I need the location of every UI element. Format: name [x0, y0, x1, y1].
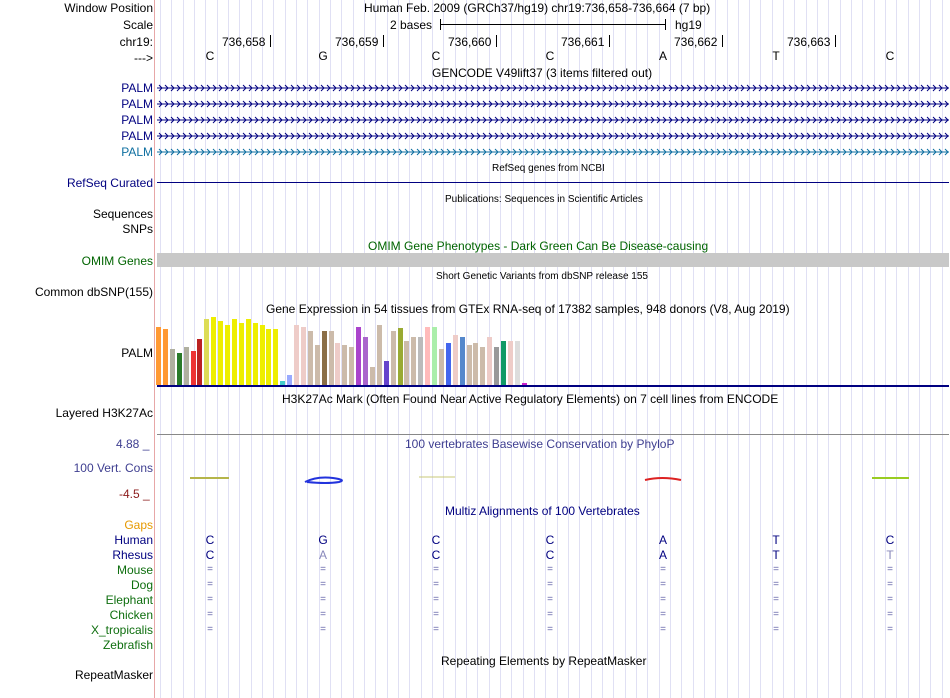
alignment-base: =	[887, 609, 893, 620]
dbsnp-track-title: Short Genetic Variants from dbSNP release 155	[436, 271, 648, 282]
phylop-mark-2	[305, 478, 342, 484]
gtex-tissue-bar[interactable]	[515, 341, 520, 385]
gtex-tissue-bar[interactable]	[197, 339, 202, 385]
gtex-tissue-bar[interactable]	[467, 345, 472, 385]
ruler-tick	[609, 35, 610, 47]
ruler-position-label: 736,659	[335, 35, 379, 49]
assembly-label: hg19	[675, 18, 702, 32]
label-divider	[154, 0, 155, 698]
alignment-base: C	[205, 533, 215, 547]
alignment-base: =	[660, 624, 666, 635]
base-letter: C	[431, 49, 441, 63]
alignment-base: C	[205, 548, 215, 562]
window-position-label: Window Position	[64, 1, 153, 15]
ruler-tick	[496, 35, 497, 47]
species-label[interactable]: Mouse	[116, 563, 153, 577]
alignment-base: C	[545, 533, 555, 547]
phylop-max-label: 4.88 _	[116, 437, 150, 451]
base-letter: C	[205, 49, 215, 63]
gtex-tissue-bar[interactable]	[384, 361, 389, 385]
repeatmasker-track-label[interactable]: RepeatMasker	[74, 668, 153, 682]
gencode-transcript[interactable]	[157, 83, 949, 93]
gtex-tissue-bar[interactable]	[246, 319, 251, 385]
gtex-tissue-bar[interactable]	[432, 327, 437, 385]
gtex-tissue-bar[interactable]	[273, 329, 278, 385]
base-letter: G	[318, 49, 328, 63]
gencode-track-title: GENCODE V49lift37 (3 items filtered out)	[432, 66, 653, 80]
alignment-base: =	[660, 579, 666, 590]
gtex-tissue-bar[interactable]	[204, 319, 209, 385]
gtex-tissue-bar[interactable]	[370, 367, 375, 385]
omim-gene-bar[interactable]	[157, 253, 949, 267]
gtex-tissue-bar[interactable]	[494, 347, 499, 385]
gtex-tissue-bar[interactable]	[322, 331, 327, 385]
base-letter: A	[658, 49, 668, 63]
ruler-position-label: 736,661	[561, 35, 605, 49]
alignment-base: A	[658, 548, 668, 562]
gtex-tissue-bar[interactable]	[446, 343, 451, 385]
gtex-tissue-bar[interactable]	[329, 331, 334, 385]
gtex-tissue-bar[interactable]	[363, 337, 368, 385]
refseq-gene-line[interactable]	[157, 182, 949, 183]
ruler-tick	[722, 35, 723, 47]
species-label[interactable]: Rhesus	[112, 548, 153, 562]
alignment-base: =	[207, 579, 213, 590]
publications-track-label[interactable]: Sequences	[92, 207, 153, 221]
alignment-base: =	[433, 609, 439, 620]
alignment-base: =	[320, 564, 326, 575]
gencode-transcript-label[interactable]: PALM	[121, 97, 153, 111]
gtex-tissue-bar[interactable]	[377, 325, 382, 385]
gtex-tissue-bar[interactable]	[487, 337, 492, 385]
gtex-tissue-bar[interactable]	[287, 375, 292, 385]
ruler-position-label: 736,662	[674, 35, 718, 49]
alignment-base: =	[547, 564, 553, 575]
phylop-signal[interactable]	[157, 470, 949, 490]
snps-track-label[interactable]: SNPs	[122, 222, 153, 236]
gtex-tissue-bar[interactable]	[301, 327, 306, 385]
alignment-base: C	[431, 533, 441, 547]
alignment-base: =	[320, 594, 326, 605]
alignment-base: =	[320, 579, 326, 590]
gtex-tissue-bar[interactable]	[308, 331, 313, 385]
gtex-gene-line	[157, 385, 949, 387]
refseq-track-label[interactable]: RefSeq Curated	[66, 176, 153, 190]
alignment-base: =	[320, 624, 326, 635]
alignment-base: =	[433, 564, 439, 575]
alignment-base: =	[773, 564, 779, 575]
alignment-base: =	[433, 624, 439, 635]
ruler-tick	[383, 35, 384, 47]
gaps-label[interactable]: Gaps	[124, 518, 153, 532]
gtex-tissue-bar[interactable]	[211, 317, 216, 385]
alignment-base: T	[772, 548, 780, 562]
ruler-position-label: 736,658	[222, 35, 266, 49]
phylop-track-label[interactable]: 100 Vert. Cons	[73, 461, 153, 475]
alignment-base: C	[431, 548, 441, 562]
gtex-tissue-bar[interactable]	[501, 341, 506, 385]
gtex-tissue-bar[interactable]	[411, 337, 416, 385]
repeatmasker-track-title: Repeating Elements by RepeatMasker	[441, 654, 647, 668]
alignment-base: =	[547, 594, 553, 605]
gtex-tissue-bar[interactable]	[170, 349, 175, 385]
species-label[interactable]: Human	[114, 533, 153, 547]
species-label[interactable]: Elephant	[105, 593, 153, 607]
scale-label: Scale	[122, 18, 153, 32]
phylop-track-title: 100 vertebrates Basewise Conservation by PhyloP	[405, 437, 675, 451]
gtex-tissue-bar[interactable]	[156, 327, 161, 385]
gtex-tissue-bar[interactable]	[473, 343, 478, 385]
alignment-base: =	[433, 594, 439, 605]
gtex-tissue-bar[interactable]	[404, 341, 409, 385]
alignment-base: =	[773, 609, 779, 620]
gencode-transcript[interactable]	[157, 147, 949, 157]
gtex-tissue-bar[interactable]	[439, 349, 444, 385]
gtex-tissue-bar[interactable]	[356, 327, 361, 385]
gtex-tissue-bar[interactable]	[315, 345, 320, 385]
ruler-tick	[270, 35, 271, 47]
gtex-tissue-bar[interactable]	[349, 347, 354, 385]
alignment-base: =	[660, 609, 666, 620]
gencode-transcript[interactable]	[157, 99, 949, 109]
alignment-base: =	[773, 579, 779, 590]
alignment-base: =	[207, 564, 213, 575]
alignment-base: =	[547, 579, 553, 590]
h3k27ac-baseline	[157, 434, 949, 435]
base-letter: C	[885, 49, 895, 63]
gtex-track-label[interactable]: PALM	[121, 346, 153, 360]
alignment-base: =	[773, 624, 779, 635]
refseq-track-title: RefSeq genes from NCBI	[492, 163, 605, 174]
scale-text: 2 bases	[390, 18, 433, 32]
base-letter: C	[545, 49, 555, 63]
gtex-tissue-bar[interactable]	[398, 328, 403, 385]
dbsnp-track-label[interactable]: Common dbSNP(155)	[34, 285, 153, 299]
gencode-transcript-label[interactable]: PALM	[121, 145, 153, 159]
species-label[interactable]: X_tropicalis	[90, 623, 153, 637]
gencode-transcript-label[interactable]: PALM	[121, 129, 153, 143]
scale-bar	[440, 24, 666, 25]
species-label[interactable]: Zebrafish	[102, 638, 153, 652]
species-label[interactable]: Dog	[130, 578, 153, 592]
gencode-transcript[interactable]	[157, 131, 949, 141]
gtex-tissue-bar[interactable]	[184, 347, 189, 385]
species-label[interactable]: Chicken	[109, 608, 153, 622]
omim-track-title: OMIM Gene Phenotypes - Dark Green Can Be Disease-causing	[368, 239, 709, 253]
alignment-base: =	[660, 594, 666, 605]
gtex-tissue-bar[interactable]	[232, 319, 237, 385]
h3k27ac-track-title: H3K27Ac Mark (Often Found Near Active Regulatory Elements) on 7 cell lines from ENCODE	[282, 392, 779, 406]
alignment-base: =	[207, 609, 213, 620]
alignment-base: =	[887, 579, 893, 590]
gtex-tissue-bar[interactable]	[508, 341, 513, 385]
gtex-tissue-bar[interactable]	[418, 337, 423, 385]
gencode-transcript-label[interactable]: PALM	[121, 81, 153, 95]
chrom-label: chr19:	[119, 35, 153, 49]
gtex-tissue-bar[interactable]	[480, 347, 485, 385]
gtex-tissue-bar[interactable]	[239, 323, 244, 385]
alignment-base: A	[658, 533, 668, 547]
gtex-tissue-bar[interactable]	[342, 345, 347, 385]
h3k27ac-track-label[interactable]: Layered H3K27Ac	[55, 406, 153, 420]
ruler-position-label: 736,663	[787, 35, 831, 49]
strand-label: --->	[134, 51, 153, 65]
base-letter: T	[772, 49, 780, 63]
multiz-track-title: Multiz Alignments of 100 Vertebrates	[445, 504, 640, 518]
gtex-tissue-bar[interactable]	[335, 343, 340, 385]
alignment-base: C	[545, 548, 555, 562]
omim-track-label[interactable]: OMIM Genes	[81, 254, 153, 268]
gtex-tissue-bar[interactable]	[460, 337, 465, 385]
ruler-position-label: 736,660	[448, 35, 492, 49]
gtex-tissue-bar[interactable]	[225, 325, 230, 385]
alignment-base: G	[318, 533, 328, 547]
gtex-tissue-bar[interactable]	[218, 321, 223, 385]
gtex-track-title: Gene Expression in 54 tissues from GTEx RNA-seq of 17382 samples, 948 donors (V8, Aug 2019)	[266, 302, 790, 316]
alignment-base: =	[773, 594, 779, 605]
alignment-base: =	[887, 624, 893, 635]
ruler-tick	[835, 35, 836, 47]
phylop-mark-4	[645, 478, 681, 480]
alignment-base: T	[772, 533, 780, 547]
browser-title: Human Feb. 2009 (GRCh37/hg19) chr19:736,658-736,664 (7 bp)	[364, 1, 711, 15]
gencode-transcript[interactable]	[157, 115, 949, 125]
scale-bar-right-tick	[665, 19, 666, 30]
phylop-min-label: -4.5 _	[119, 487, 150, 501]
publications-track-title: Publications: Sequences in Scientific Articles	[445, 194, 643, 205]
gtex-tissue-bar[interactable]	[425, 327, 430, 385]
alignment-base: =	[320, 609, 326, 620]
alignment-base: =	[433, 579, 439, 590]
scale-bar-left-tick	[440, 19, 441, 30]
alignment-base: =	[887, 564, 893, 575]
alignment-base: =	[547, 609, 553, 620]
gtex-tissue-bar[interactable]	[294, 325, 299, 385]
alignment-base: C	[885, 533, 895, 547]
gtex-tissue-bar[interactable]	[391, 331, 396, 385]
gtex-tissue-bar[interactable]	[260, 325, 265, 385]
alignment-base: =	[207, 624, 213, 635]
alignment-base: =	[660, 564, 666, 575]
alignment-base: T	[886, 548, 894, 562]
alignment-base: =	[547, 624, 553, 635]
gtex-tissue-bar[interactable]	[177, 353, 182, 385]
gtex-tissue-bar[interactable]	[253, 323, 258, 385]
gencode-transcript-label[interactable]: PALM	[121, 113, 153, 127]
gtex-tissue-bar[interactable]	[163, 329, 168, 385]
alignment-base: =	[887, 594, 893, 605]
alignment-base: A	[318, 548, 328, 562]
gtex-tissue-bar[interactable]	[453, 335, 458, 385]
alignment-base: =	[207, 594, 213, 605]
gtex-tissue-bar[interactable]	[266, 329, 271, 385]
gtex-tissue-bar[interactable]	[191, 351, 196, 385]
